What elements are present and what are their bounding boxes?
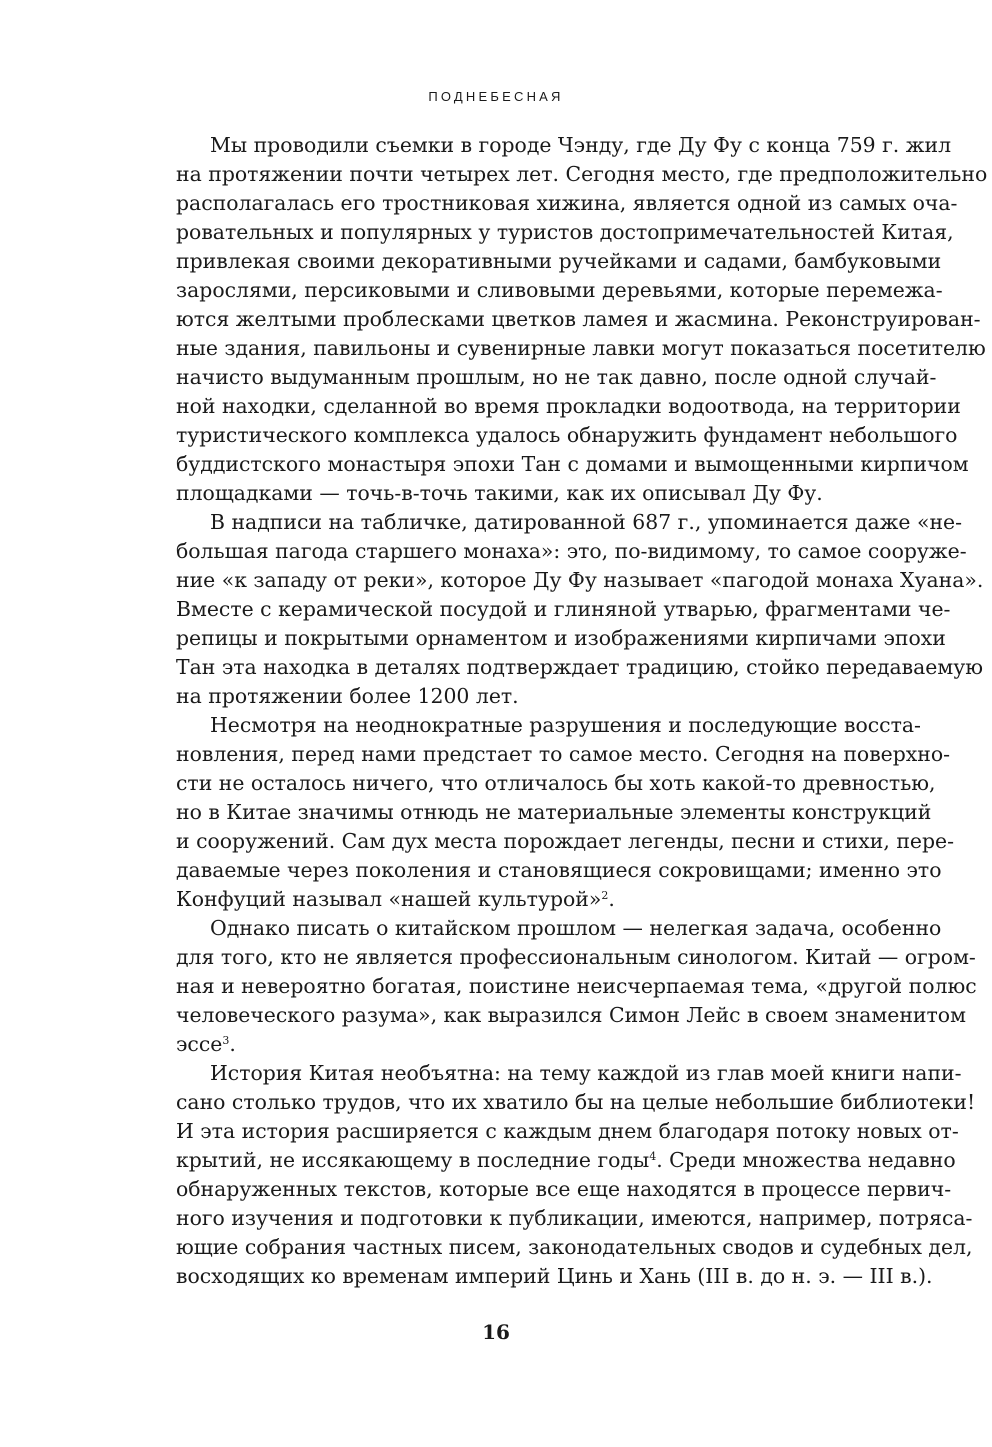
text-line: обнаруженных текстов, которые все еще находятся в процессе первич- (176, 1177, 952, 1201)
text-line: ные здания, павильоны и сувенирные лавки могут показаться посетителю (176, 336, 986, 360)
text-line: привлекая своими декоративными ручейками и садами, бамбуковыми (176, 249, 942, 273)
text-line: сано столько трудов, что их хватило бы на целые небольшие библиотеки! (176, 1090, 976, 1114)
text-line: Мы проводили съемки в городе Чэнду, где Ду Фу с конца 759 г. жил (210, 133, 952, 157)
paragraph-2 (140, 508, 984, 711)
text-line: В надписи на табличке, датированной 687 г., упоминается даже «не- (210, 510, 963, 534)
text-line: Несмотря на неоднократные разрушения и последующие восста- (210, 713, 921, 737)
footnote-marker[interactable]: 4 (649, 1150, 657, 1163)
text-line: большая пагода старшего монаха»: это, по-видимому, то самое сооруже- (176, 539, 967, 563)
footnote-marker[interactable]: 2 (601, 889, 609, 902)
text-line: туристического комплекса удалось обнаружить фундамент небольшого (176, 423, 958, 447)
text-fragment: Конфуций называл «нашей культурой» (176, 887, 602, 911)
text-line: ровательных и популярных у туристов достопримечательностей Китая, (176, 220, 954, 244)
text-line: Однако писать о китайском прошлом — нелегкая задача, особенно (210, 916, 942, 940)
text-line: ной находки, сделанной во время прокладки водоотвода, на территории (176, 394, 961, 418)
text-fragment: . (229, 1032, 236, 1056)
text-line: ние «к западу от реки», которое Ду Фу называет «пагодой монаха Хуана». (176, 568, 984, 592)
text-line (140, 885, 856, 914)
text-line: человеческого разума», как выразился Симон Лейс в своем знаменитом (176, 1003, 966, 1027)
text-line: располагалась его тростниковая хижина, является одной из самых оча- (176, 191, 958, 215)
body-text (140, 131, 988, 1291)
text-fragment: . (608, 887, 615, 911)
text-line: на протяжении более 1200 лет. (176, 684, 519, 708)
text-line: репицы и покрытыми орнаментом и изображениями кирпичами эпохи (176, 626, 946, 650)
text-line: История Китая необъятна: на тему каждой из глав моей книги напи- (210, 1061, 962, 1085)
text-line: на протяжении почти четырех лет. Сегодня место, где предположительно (176, 162, 988, 186)
text-line (140, 1146, 956, 1175)
text-line: новления, перед нами предстает то самое место. Сегодня на поверхно- (176, 742, 951, 766)
running-head: ПОДНЕБЕСНАЯ (428, 89, 564, 104)
paragraph-4 (140, 914, 977, 1059)
text-line: но в Китае значимы отнюдь не материальные элементы конструкций (176, 800, 932, 824)
text-line: И эта история расширяется с каждым днем благодаря потоку новых от- (176, 1119, 959, 1143)
text-fragment: эссе (176, 1032, 223, 1056)
text-line: ются желтыми проблесками цветков ламея и жасмина. Реконструирован- (176, 307, 981, 331)
footnote-marker[interactable]: 3 (222, 1034, 230, 1047)
text-line: Тан эта находка в деталях подтверждает традицию, стойко передаваемую (176, 655, 983, 679)
paragraph-3 (140, 711, 954, 914)
text-line: начисто выдуманным прошлым, но не так давно, после одной случай- (176, 365, 937, 389)
text-line: ющие собрания частных писем, законодательных сводов и судебных дел, (176, 1235, 973, 1259)
text-fragment: крытий, не иссякающему в последние годы (176, 1148, 650, 1172)
text-line: даваемые через поколения и становящиеся сокровищами; именно это (176, 858, 942, 882)
text-line: площадками — точь-в-точь такими, как их описывал Ду Фу. (176, 481, 823, 505)
text-fragment: . Среди множества недавно (656, 1148, 956, 1172)
text-line: Вместе с керамической посудой и глиняной утварью, фрагментами че- (176, 597, 951, 621)
text-line: и сооружений. Сам дух места порождает легенды, песни и стихи, пере- (176, 829, 954, 853)
text-line: сти не осталось ничего, что отличалось бы хоть какой-то древностью, (176, 771, 936, 795)
text-line: ного изучения и подготовки к публикации, имеются, например, потряса- (176, 1206, 973, 1230)
text-line: для того, кто не является профессиональным синологом. Китай — огром- (176, 945, 976, 969)
text-line: восходящих ко временам империй Цинь и Хань (III в. до н. э. — III в.). (176, 1264, 933, 1288)
text-line (140, 1030, 856, 1059)
paragraph-5 (140, 1059, 976, 1291)
text-line: буддистского монастыря эпохи Тан с домами и вымощенными кирпичом (176, 452, 969, 476)
paragraph-1 (140, 131, 988, 508)
page-number: 16 (482, 1320, 510, 1344)
text-line: ная и невероятно богатая, поистине неисчерпаемая тема, «другой полюс (176, 974, 977, 998)
text-line: зарослями, персиковыми и сливовыми деревьями, которые перемежа- (176, 278, 943, 302)
